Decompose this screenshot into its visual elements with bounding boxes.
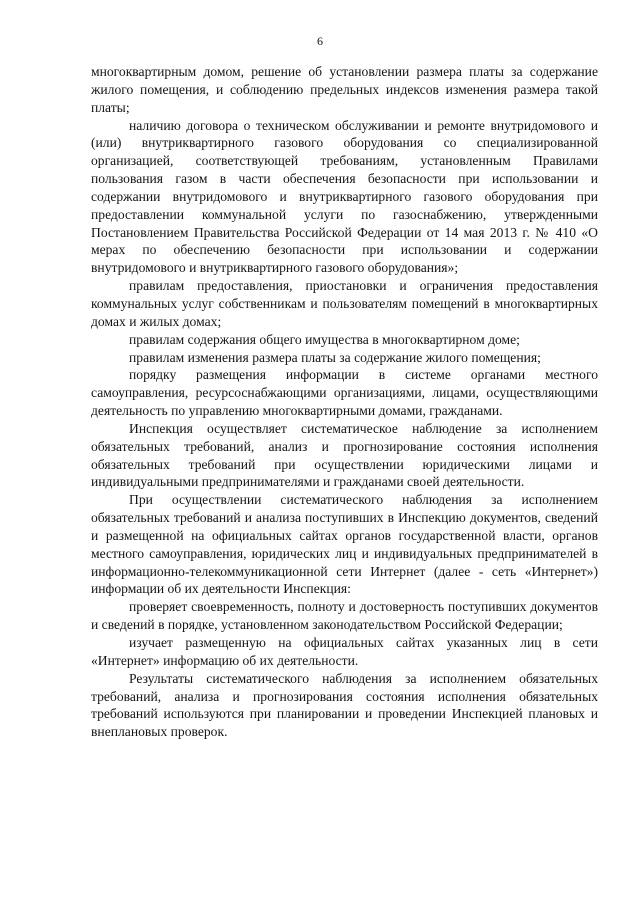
page-number: 6 — [317, 34, 323, 48]
paragraph: порядку размещения информации в системе органами местного самоуправления, ресурсоснабжающими организациями, лицами, осуществляющими деятельность по управлению многоквартирными домами, гражданами. — [91, 367, 598, 419]
paragraph: правилам содержания общего имущества в многоквартирном доме; — [129, 331, 520, 347]
paragraph: многоквартирным домом, решение об установлении размера платы за содержание жилого помещения, и соблюдению предельных индексов изменения размера такой платы; — [91, 64, 598, 115]
paragraph: Инспекция осуществляет систематическое наблюдение за исполнением обязательных требований, анализ и прогнозирование состояния исполнения обязательных требований при осуществлении юридическими лицами и индивидуальными предпринимателями и гражданами своей деятельности. — [91, 420, 598, 490]
paragraph: При осуществлении систематического наблюдения за исполнением обязательных требований и анализа поступивших в Инспекцию документов, сведений и размещенной на официальных сайтах органов государственной власти, органов местного самоуправления, юридических лиц и индивидуальных предпринимателей в информационно-телекоммуникационной сети Интернет (далее - сеть «Интернет») информации об их деятельности Инспекция: — [91, 492, 598, 597]
paragraph: правилам предоставления, приостановки и ограничения предоставления коммунальных услуг собственникам и пользователям помещений в многоквартирных домах и жилых домах; — [91, 278, 598, 329]
paragraph: правилам изменения размера платы за содержание жилого помещения; — [129, 349, 541, 365]
paragraph: проверяет своевременность, полноту и достоверность поступивших документов и сведений в порядке, установленном законодательством Российской Федерации; — [91, 599, 598, 633]
paragraph: Результаты систематического наблюдения за исполнением обязательных требований, анализа и прогнозирования состояния исполнения обязательных требований используются при планировании и проведении Инспекцией плановых и внеплановых проверок. — [91, 670, 598, 740]
document-body — [91, 63, 598, 741]
paragraph: изучает размещенную на официальных сайтах указанных лиц в сети «Интернет» информацию об их деятельности. — [91, 635, 598, 668]
paragraph: наличию договора о техническом обслуживании и ремонте внутридомового и (или) внутриквартирного газового оборудования со специализированной организацией, соответствующей требованиям, установленным Правилами пользования газом в части обеспечения безопасности при использовании и содержании внутридомового и внутриквартирного газового оборудования при предоставлении коммунальной услуги по газоснабжению, утвержденными Постановлением Правительства Российской Федерации от 14 мая 2013 г. № 410 «О мерах по обеспечению безопасности при использовании и содержании внутридомового и внутриквартирного газового оборудования»; — [91, 117, 598, 276]
